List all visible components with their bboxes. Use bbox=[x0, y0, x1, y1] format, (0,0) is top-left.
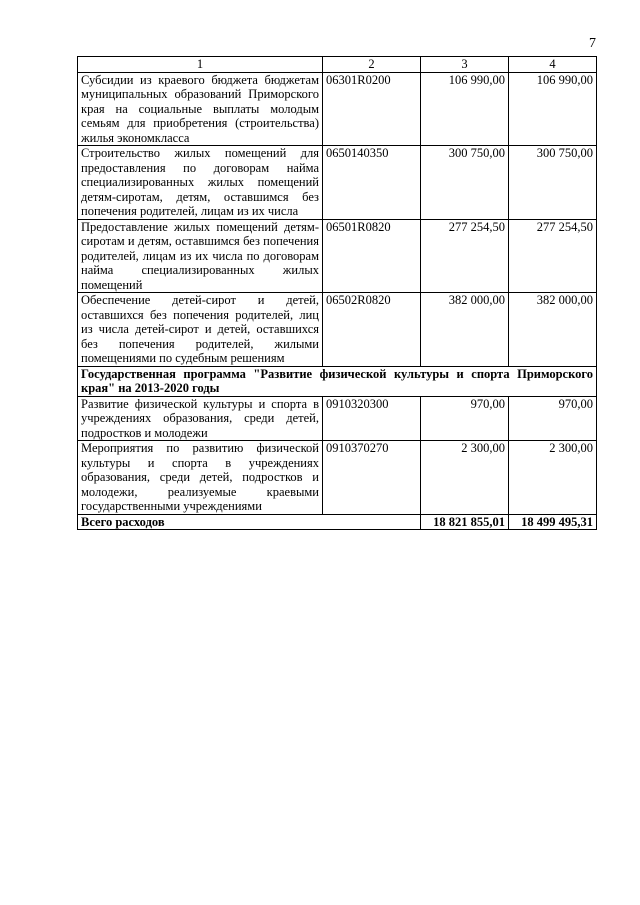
row-code: 06502R0820 bbox=[323, 293, 421, 367]
row-amount-col3: 106 990,00 bbox=[421, 72, 509, 146]
row-amount-col4: 277 254,50 bbox=[509, 219, 597, 293]
total-row bbox=[78, 514, 597, 530]
column-header: 4 bbox=[509, 57, 597, 73]
table-row bbox=[78, 146, 597, 220]
total-amount-col4: 18 499 495,31 bbox=[509, 514, 597, 530]
row-name: Обеспечение детей-сирот и детей, оставшихся без попечения родителей, лиц из числа детей-сирот и детей, оставшихся без попечения родителей, жилыми помещениями по судебным решениям bbox=[78, 293, 323, 367]
table-header-row bbox=[78, 57, 597, 73]
row-amount-col3: 382 000,00 bbox=[421, 293, 509, 367]
row-code: 0650140350 bbox=[323, 146, 421, 220]
table-row bbox=[78, 72, 597, 146]
row-code: 06501R0820 bbox=[323, 219, 421, 293]
table-row bbox=[78, 293, 597, 367]
expenditure-table bbox=[77, 56, 597, 530]
column-header: 3 bbox=[421, 57, 509, 73]
row-amount-col4: 106 990,00 bbox=[509, 72, 597, 146]
total-amount-col3: 18 821 855,01 bbox=[421, 514, 509, 530]
row-code: 06301R0200 bbox=[323, 72, 421, 146]
row-code: 0910320300 bbox=[323, 396, 421, 441]
row-name: Развитие физической культуры и спорта в учреждениях образования, среди детей, подростков и молодежи bbox=[78, 396, 323, 441]
row-amount-col3: 970,00 bbox=[421, 396, 509, 441]
row-code: 0910370270 bbox=[323, 441, 421, 515]
table-row bbox=[78, 441, 597, 515]
column-header: 1 bbox=[78, 57, 323, 73]
row-amount-col4: 382 000,00 bbox=[509, 293, 597, 367]
section-header-row bbox=[78, 366, 597, 396]
page-number: 7 bbox=[589, 36, 596, 51]
row-name: Мероприятия по развитию физической культуры и спорта в учреждениях образования, среди детей, подростков и молодежи, реализуемые краевыми государственными учреждениями bbox=[78, 441, 323, 515]
table-row bbox=[78, 396, 597, 441]
row-amount-col4: 300 750,00 bbox=[509, 146, 597, 220]
row-amount-col3: 2 300,00 bbox=[421, 441, 509, 515]
row-name: Субсидии из краевого бюджета бюджетам муниципальных образований Приморского края на социальные выплаты молодым семьям для приобретения (строительства) жилья экономкласса bbox=[78, 72, 323, 146]
section-title: Государственная программа "Развитие физической культуры и спорта Приморского края" на 2013-2020 годы bbox=[78, 366, 597, 396]
row-name: Строительство жилых помещений для предоставления по договорам найма специализированных жилых помещений детям-сиротам, детям, оставшимся без попечения родителей, лицам из их числа bbox=[78, 146, 323, 220]
column-header: 2 bbox=[323, 57, 421, 73]
row-amount-col3: 277 254,50 bbox=[421, 219, 509, 293]
row-amount-col4: 2 300,00 bbox=[509, 441, 597, 515]
table-row bbox=[78, 219, 597, 293]
row-amount-col3: 300 750,00 bbox=[421, 146, 509, 220]
row-name: Предоставление жилых помещений детям-сиротам и детям, оставшимся без попечения родителей, лицам из их числа по договорам найма специализированных жилых помещений bbox=[78, 219, 323, 293]
total-label: Всего расходов bbox=[78, 514, 421, 530]
row-amount-col4: 970,00 bbox=[509, 396, 597, 441]
